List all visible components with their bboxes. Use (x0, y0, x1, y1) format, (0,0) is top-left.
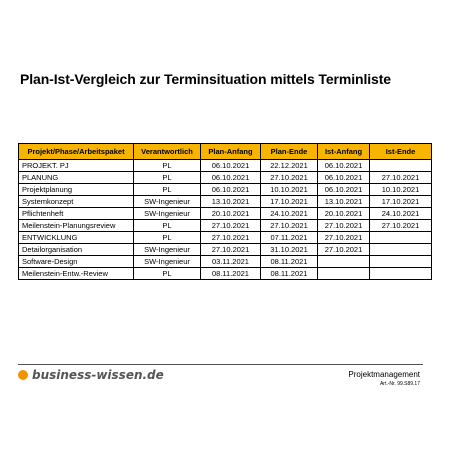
column-header: Ist-Ende (370, 144, 432, 160)
task-cell: Pflichtenheft (19, 208, 134, 220)
plan-end-cell: 27.10.2021 (261, 220, 318, 232)
schedule-table (18, 143, 432, 280)
slide (0, 50, 450, 400)
actual-start-cell: 27.10.2021 (318, 232, 370, 244)
plan-start-cell: 06.10.2021 (201, 160, 261, 172)
table-row (19, 232, 432, 244)
column-header: Ist-Anfang (318, 144, 370, 160)
task-cell: Detailorganisation (19, 244, 134, 256)
page-title: Plan-Ist-Vergleich zur Terminsituation mittels Terminliste (20, 71, 391, 87)
plan-start-cell: 13.10.2021 (201, 196, 261, 208)
plan-start-cell: 03.11.2021 (201, 256, 261, 268)
task-cell: PLANUNG (19, 172, 134, 184)
owner-cell: PL (134, 160, 201, 172)
table-row (19, 256, 432, 268)
actual-start-cell: 20.10.2021 (318, 208, 370, 220)
actual-end-cell (370, 160, 432, 172)
owner-cell: PL (134, 184, 201, 196)
actual-end-cell (370, 232, 432, 244)
plan-start-cell: 06.10.2021 (201, 184, 261, 196)
actual-end-cell: 10.10.2021 (370, 184, 432, 196)
owner-cell: SW-Ingenieur (134, 244, 201, 256)
task-cell: Meilenstein-Entw.-Review (19, 268, 134, 280)
table-row (19, 172, 432, 184)
owner-cell: SW-Ingenieur (134, 208, 201, 220)
owner-cell: PL (134, 232, 201, 244)
footer-divider (18, 364, 423, 365)
table-header-row (19, 144, 432, 160)
actual-start-cell: 06.10.2021 (318, 160, 370, 172)
task-cell: PROJEKT. PJ (19, 160, 134, 172)
task-cell: Meilenstein-Planungsreview (19, 220, 134, 232)
plan-start-cell: 27.10.2021 (201, 244, 261, 256)
actual-end-cell: 24.10.2021 (370, 208, 432, 220)
table-row (19, 244, 432, 256)
brand-name: business-wissen.de (32, 368, 164, 382)
actual-start-cell: 06.10.2021 (318, 184, 370, 196)
column-header: Verantwortlich (134, 144, 201, 160)
owner-cell: PL (134, 172, 201, 184)
plan-start-cell: 06.10.2021 (201, 172, 261, 184)
plan-end-cell: 07.11.2021 (261, 232, 318, 244)
category-label: Projektmanagement (348, 370, 420, 379)
actual-start-cell (318, 256, 370, 268)
plan-end-cell: 27.10.2021 (261, 172, 318, 184)
plan-start-cell: 27.10.2021 (201, 220, 261, 232)
plan-end-cell: 24.10.2021 (261, 208, 318, 220)
actual-end-cell (370, 244, 432, 256)
owner-cell: SW-Ingenieur (134, 196, 201, 208)
owner-cell: PL (134, 268, 201, 280)
actual-end-cell (370, 268, 432, 280)
column-header: Plan-Ende (261, 144, 318, 160)
table-row (19, 184, 432, 196)
actual-end-cell: 17.10.2021 (370, 196, 432, 208)
plan-end-cell: 08.11.2021 (261, 256, 318, 268)
task-cell: ENTWICKLUNG (19, 232, 134, 244)
plan-end-cell: 08.11.2021 (261, 268, 318, 280)
plan-end-cell: 10.10.2021 (261, 184, 318, 196)
actual-start-cell (318, 268, 370, 280)
owner-cell: SW-Ingenieur (134, 256, 201, 268)
column-header: Plan-Anfang (201, 144, 261, 160)
table-row (19, 208, 432, 220)
actual-end-cell: 27.10.2021 (370, 172, 432, 184)
column-header: Projekt/Phase/Arbeitspaket (19, 144, 134, 160)
table-row (19, 220, 432, 232)
actual-start-cell: 27.10.2021 (318, 220, 370, 232)
orange-dot-icon (18, 370, 28, 380)
table-row (19, 196, 432, 208)
table-row (19, 160, 432, 172)
plan-end-cell: 31.10.2021 (261, 244, 318, 256)
article-number: Art.-Nr. 99.S89.17 (379, 381, 420, 387)
actual-start-cell: 06.10.2021 (318, 172, 370, 184)
plan-start-cell: 08.11.2021 (201, 268, 261, 280)
actual-end-cell: 27.10.2021 (370, 220, 432, 232)
plan-end-cell: 22.12.2021 (261, 160, 318, 172)
actual-start-cell: 27.10.2021 (318, 244, 370, 256)
plan-end-cell: 17.10.2021 (261, 196, 318, 208)
owner-cell: PL (134, 220, 201, 232)
table-row (19, 268, 432, 280)
task-cell: Projektplanung (19, 184, 134, 196)
task-cell: Systemkonzept (19, 196, 134, 208)
actual-end-cell (370, 256, 432, 268)
plan-start-cell: 27.10.2021 (201, 232, 261, 244)
plan-start-cell: 20.10.2021 (201, 208, 261, 220)
task-cell: Software-Design (19, 256, 134, 268)
brand-logo (18, 368, 164, 382)
actual-start-cell: 13.10.2021 (318, 196, 370, 208)
